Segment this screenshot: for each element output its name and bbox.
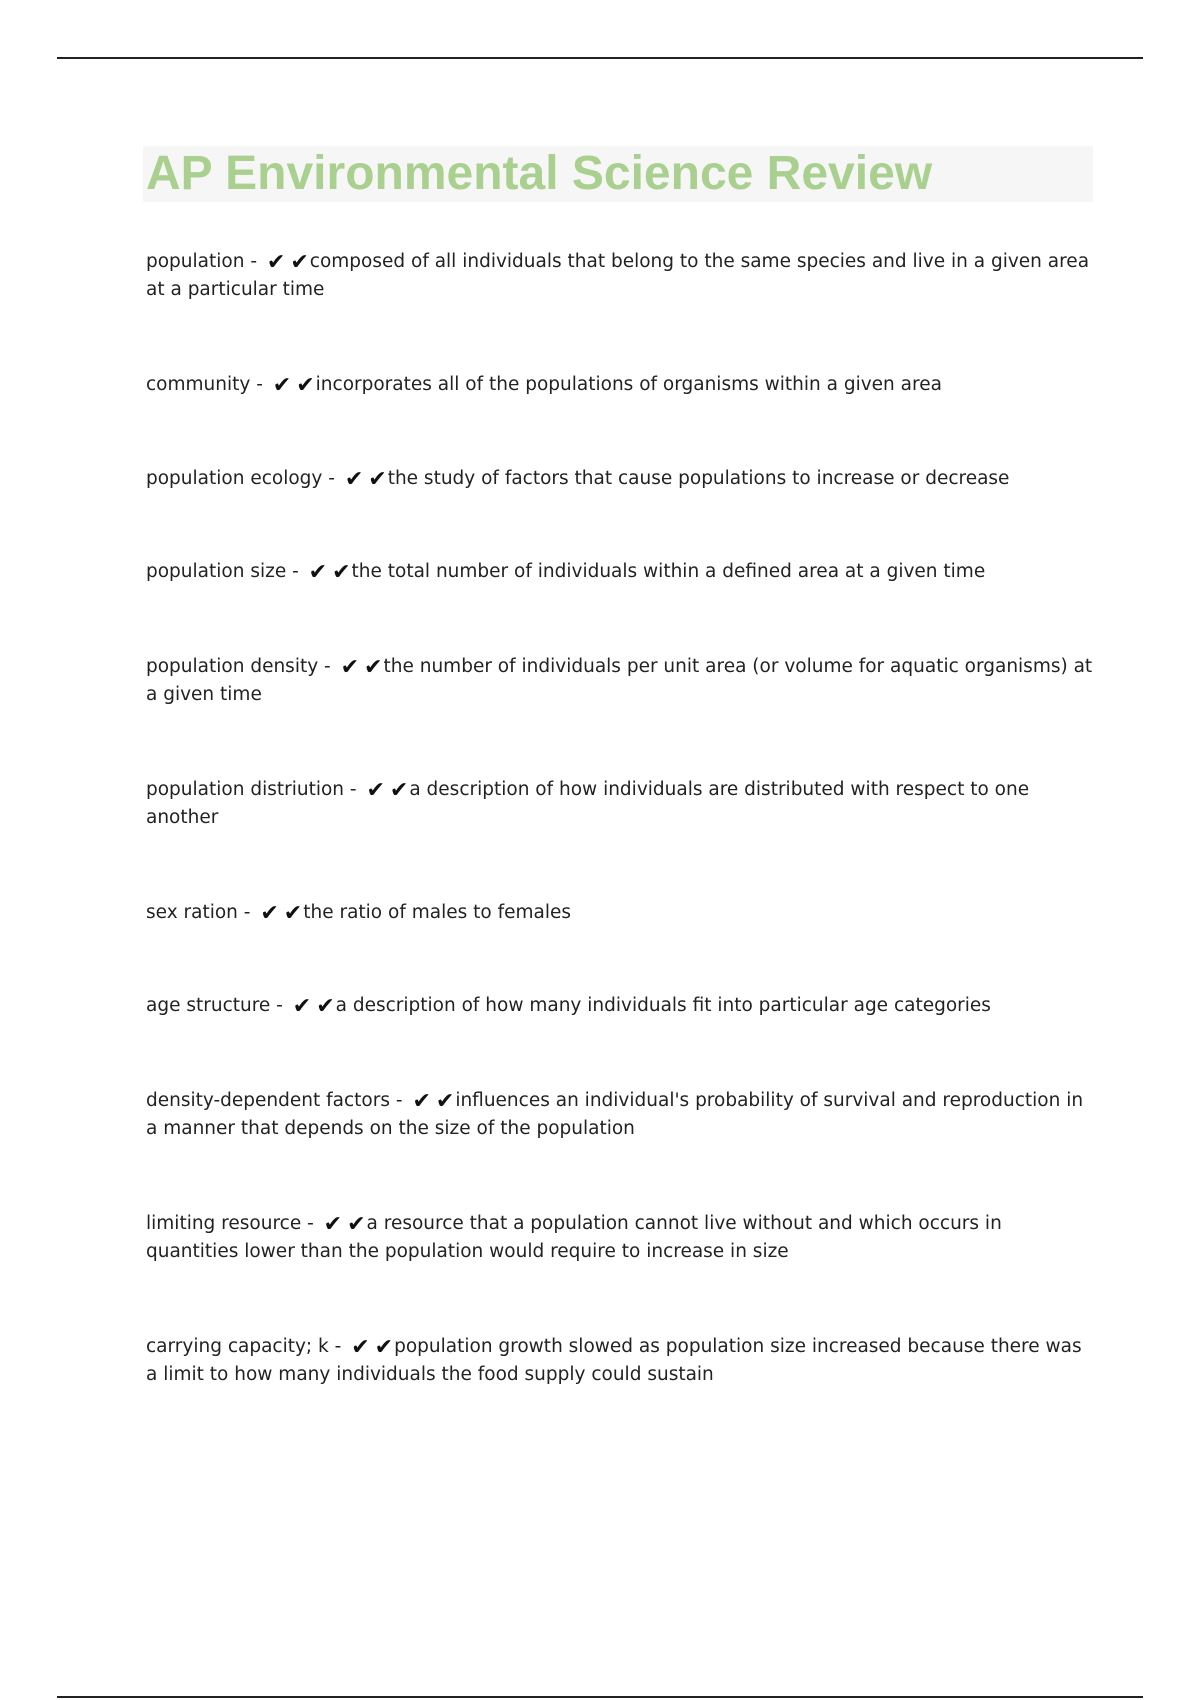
checkmark-icon: ✔ bbox=[368, 467, 387, 492]
checkmark-icon: ✔ bbox=[290, 250, 309, 275]
entry-term: age structure bbox=[146, 995, 271, 1016]
entry-separator: - bbox=[250, 374, 263, 395]
bottom-rule bbox=[57, 1696, 1143, 1698]
entry-separator: - bbox=[318, 656, 331, 677]
entry-term: population bbox=[146, 251, 245, 272]
entry-term: population size bbox=[146, 561, 287, 582]
checkmark-icon: ✔ bbox=[374, 1335, 394, 1360]
glossary-entry bbox=[146, 558, 1096, 586]
checkmark-icon: ✔ bbox=[292, 994, 312, 1019]
checkmark-icon: ✔ bbox=[316, 994, 335, 1019]
checkmark-icon: ✔ bbox=[435, 1089, 455, 1114]
glossary-entry bbox=[146, 992, 1096, 1020]
entry-separator: - bbox=[270, 995, 283, 1016]
checkmark-icon: ✔ bbox=[344, 467, 364, 492]
checkmark-icon: ✔ bbox=[332, 560, 351, 585]
entry-definition: population growth slowed as population size increased because there was a limit to how many individuals the food supply could sustain bbox=[146, 1336, 1082, 1385]
entry-separator: - bbox=[344, 779, 357, 800]
checkmark-icon: ✔ bbox=[266, 250, 286, 275]
entry-definition: a resource that a population cannot live without and which occurs in quantities lower than the population would require to increase in size bbox=[146, 1213, 1002, 1262]
checkmark-icon: ✔ bbox=[308, 560, 328, 585]
glossary-entry bbox=[146, 776, 1096, 832]
glossary-entry bbox=[146, 1210, 1096, 1266]
checkmark-icon: ✔ bbox=[296, 373, 315, 398]
entry-definition: incorporates all of the populations of organisms within a given area bbox=[315, 374, 942, 395]
entry-definition: the ratio of males to females bbox=[303, 902, 571, 923]
entry-term: sex ration bbox=[146, 902, 238, 923]
entry-definition: composed of all individuals that belong to the same species and live in a given area at a particular time bbox=[146, 251, 1090, 300]
entry-separator: - bbox=[389, 1090, 403, 1111]
glossary-entry bbox=[146, 899, 1096, 927]
glossary-entry bbox=[146, 653, 1096, 709]
checkmark-icon: ✔ bbox=[351, 1335, 370, 1360]
glossary-entry bbox=[146, 465, 1096, 493]
entry-separator: - bbox=[286, 561, 299, 582]
entry-term: population distriution bbox=[146, 779, 345, 800]
top-rule bbox=[57, 57, 1143, 59]
glossary-entry bbox=[146, 1087, 1096, 1143]
entry-separator: - bbox=[237, 902, 251, 923]
glossary-entry bbox=[146, 371, 1096, 399]
glossary-entry bbox=[146, 248, 1096, 304]
entry-separator: - bbox=[244, 251, 258, 272]
checkmark-icon: ✔ bbox=[272, 373, 292, 398]
entry-term: population density bbox=[146, 656, 319, 677]
checkmark-icon: ✔ bbox=[412, 1089, 431, 1114]
checkmark-icon: ✔ bbox=[347, 1212, 366, 1237]
entry-separator: - bbox=[328, 1336, 342, 1357]
checkmark-icon: ✔ bbox=[389, 778, 409, 803]
entry-definition: the total number of individuals within a defined area at a given time bbox=[351, 561, 986, 582]
entry-term: density-dependent factors bbox=[146, 1090, 390, 1111]
checkmark-icon: ✔ bbox=[260, 901, 279, 926]
entry-term: population ecology bbox=[146, 468, 323, 489]
glossary-entry bbox=[146, 1333, 1096, 1389]
entry-definition: the number of individuals per unit area (or volume for aquatic organisms) at a given time bbox=[146, 656, 1093, 705]
entry-definition: a description of how many individuals fit into particular age categories bbox=[335, 995, 991, 1016]
entry-term: community bbox=[146, 374, 251, 395]
checkmark-icon: ✔ bbox=[283, 901, 303, 926]
entry-term: limiting resource bbox=[146, 1213, 302, 1234]
page-title: AP Environmental Science Review bbox=[146, 147, 933, 200]
entry-term: carrying capacity; k bbox=[146, 1336, 329, 1357]
checkmark-icon: ✔ bbox=[364, 655, 383, 680]
entry-separator: - bbox=[322, 468, 335, 489]
entry-definition: influences an individual's probability of survival and reproduction in a manner that depends on the size of the population bbox=[146, 1090, 1084, 1139]
checkmark-icon: ✔ bbox=[323, 1212, 343, 1237]
checkmark-icon: ✔ bbox=[340, 655, 360, 680]
checkmark-icon: ✔ bbox=[366, 778, 385, 803]
entry-definition: a description of how individuals are distributed with respect to one another bbox=[146, 779, 1030, 828]
entry-definition: the study of factors that cause populations to increase or decrease bbox=[387, 468, 1010, 489]
entry-separator: - bbox=[301, 1213, 314, 1234]
